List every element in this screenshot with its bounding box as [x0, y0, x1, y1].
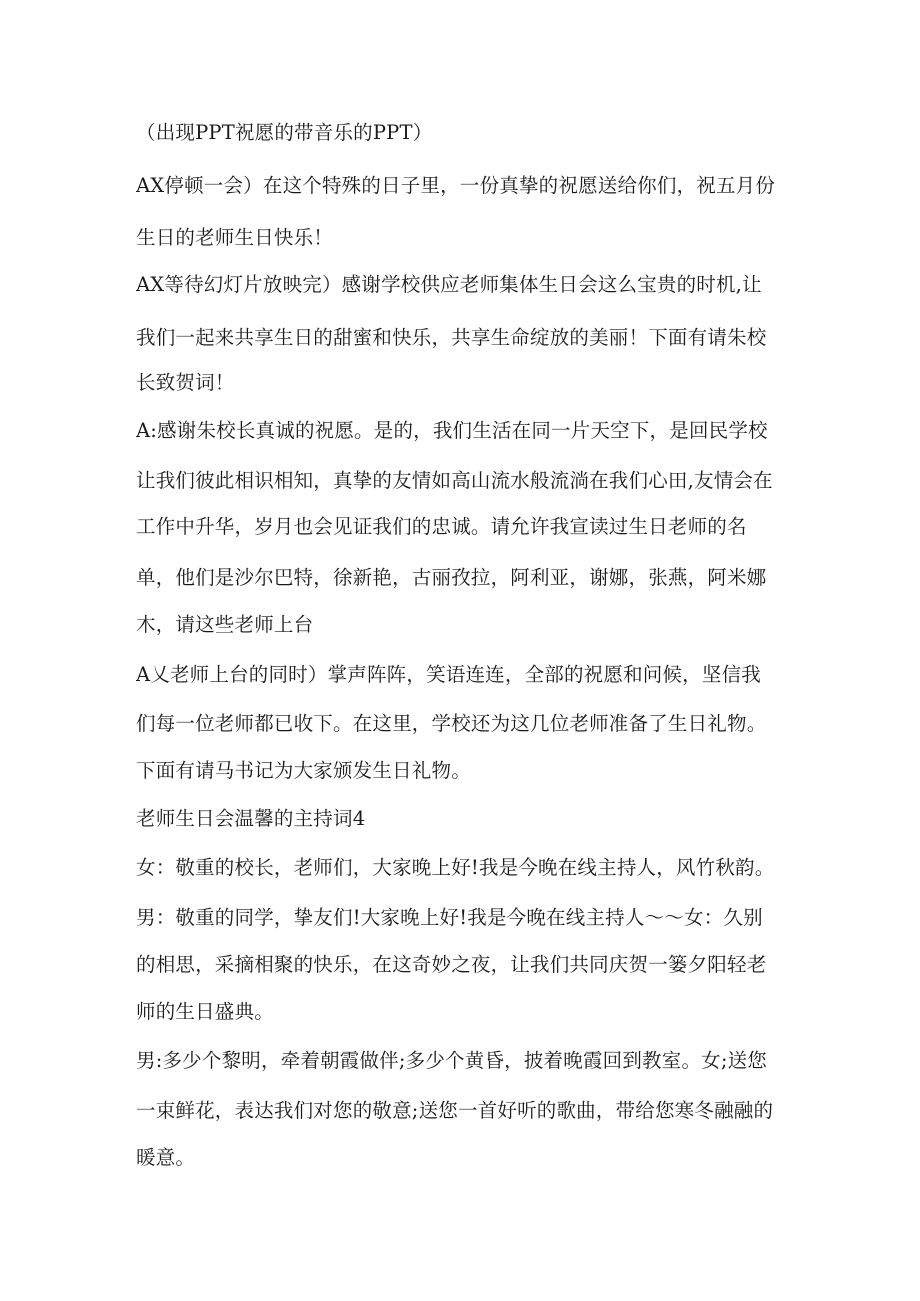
text-line: 让我们彼此相识相知，真挚的友情如高山流水般流淌在我们心田,友情会在: [136, 469, 773, 492]
text-line: 女：敬重的校长，老师们，大家晚上好!我是今晚在线主持人，风竹秋韵。: [136, 856, 775, 879]
text-line: 师的生日盛典。: [136, 1000, 274, 1023]
text-line: A乂老师上台的同时）掌声阵阵，笑语连连，全部的祝愿和问候，坚信我: [136, 663, 761, 686]
text-line: 们每一位老师都已收下。在这里，学校还为这几位老师准备了生日礼物。: [136, 712, 767, 735]
text-line: 生日的老师生日快乐！: [136, 226, 334, 249]
text-line: （出现PPT祝愿的带音乐的PPT）: [136, 121, 433, 144]
text-line: AX停顿一会）在这个特殊的日子里，一份真挚的祝愿送给你们，祝五月份: [136, 174, 776, 197]
text-line: 的相思，采摘相聚的快乐，在这奇妙之夜，让我们共同庆贺一篓夕阳轻老: [136, 953, 767, 976]
text-line: A:感谢朱校长真诚的祝愿。是的，我们生活在同一片天空下，是回民学校: [136, 419, 768, 442]
text-line: 我们一起来共享生日的甜蜜和快乐，共享生命绽放的美丽！下面有请朱校: [136, 326, 767, 349]
text-line: 男：敬重的同学，挚友们!大家晚上好!我是今晚在线主持人～～女：久别: [136, 906, 763, 929]
text-line: 单，他们是沙尔巴特，徐新艳，古丽孜拉，阿利亚，谢娜，张燕，阿米娜: [136, 566, 767, 589]
text-line: AX等待幻灯片放映完）感谢学校供应老师集体生日会这么宝贵的时机,让: [136, 273, 762, 296]
text-line: 男:多少个黎明，牵着朝霞做伴;多少个黄昏，披着晚霞回到教室。女;送您: [136, 1049, 768, 1072]
text-line: 下面有请马书记为大家颁发生日礼物。: [136, 759, 471, 782]
section-heading: 老师生日会温馨的主持词4: [136, 807, 366, 830]
text-line: 长致贺词！: [136, 371, 235, 394]
text-line: 工作中升华，岁月也会见证我们的忠诚。请允许我宣读过生日老师的名: [136, 515, 747, 538]
text-line: 一束鲜花，表达我们对您的敬意;送您一首好听的歌曲，带给您寒冬融融的: [136, 1099, 774, 1122]
text-line: 木，请这些老师上台: [136, 613, 314, 636]
text-line: 暖意。: [136, 1146, 196, 1169]
